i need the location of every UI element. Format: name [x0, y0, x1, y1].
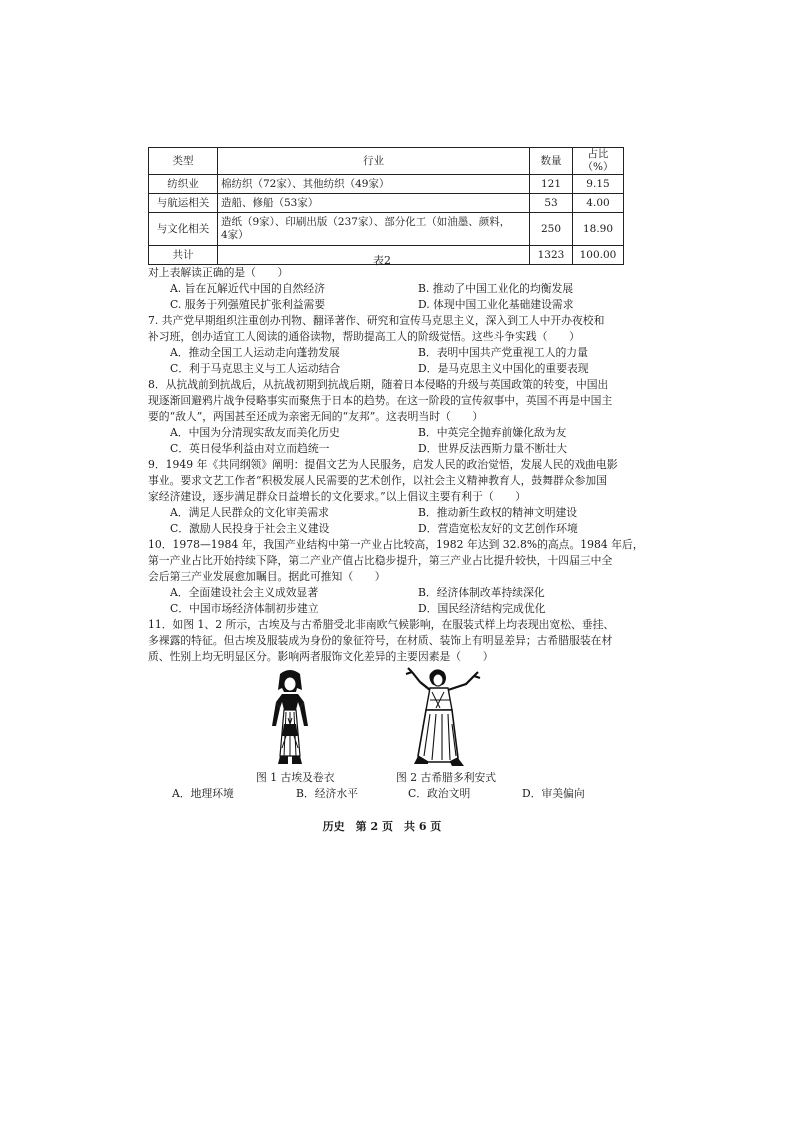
cell-count: 53 [530, 194, 573, 213]
q6-option-b[interactable]: B. 推动了中国工业化的均衡发展 [418, 282, 574, 295]
q10-option-a[interactable]: A．全面建设社会主义成效显著 [170, 586, 319, 599]
q7-option-b[interactable]: B．表明中国共产党重视工人的力量 [418, 346, 588, 359]
q8-stem-line3: 要的“敌人”，两国甚至还成为亲密无间的“友邦”。这表明当时（ ） [148, 410, 484, 423]
cell-type: 与文化相关 [149, 213, 218, 246]
figure1-caption: 图 1 古埃及卷衣 [256, 771, 335, 784]
q6-option-d[interactable]: D. 体现中国工业化基础建设需求 [418, 298, 574, 311]
cell-pct: 100.00 [573, 246, 624, 265]
q8-option-a[interactable]: A．中国为分清现实敌友而美化历史 [170, 426, 340, 439]
cell-count: 250 [530, 213, 573, 246]
cell-industry: 造船、修船（53家） [218, 194, 530, 213]
cell-pct: 4.00 [573, 194, 624, 213]
q11-option-c[interactable]: C．政治文明 [408, 787, 471, 800]
cell-type: 纺织业 [149, 175, 218, 194]
q8-option-c[interactable]: C．英日侵华利益由对立而趋统一 [170, 442, 330, 455]
header-type: 类型 [149, 148, 218, 175]
cell-industry-line1: 造纸（9家）、印刷出版（237家）、部分化工（如油墨、颜料， [221, 216, 511, 228]
q8-stem-line2: 现逐渐回避鸦片战争侵略事实而聚焦于日本的趋势。在这一阶段的宣传叙事中，英国不再是中国主 [148, 394, 613, 407]
q9-stem-line2: 事业。要求文艺工作者“积极发展人民需要的艺术创作，以社会主义精神教育人，鼓舞群众参加国 [148, 474, 607, 487]
cell-count: 1323 [530, 246, 573, 265]
q7-stem-line2: 补习班，创办适宜工人阅读的通俗读物，帮助提高工人的阶级觉悟。这些斗争实践（ ） [148, 330, 580, 343]
q9-option-a[interactable]: A．满足人民群众的文化审美需求 [170, 506, 329, 519]
q7-option-c[interactable]: C．利于马克思主义与工人运动结合 [170, 362, 341, 375]
cell-industry: 棉纺织（72家）、其他纺织（49家） [218, 175, 530, 194]
q7-option-a[interactable]: A．推动全国工人运动走向蓬勃发展 [170, 346, 340, 359]
q6-option-a[interactable]: A. 旨在瓦解近代中国的自然经济 [170, 282, 326, 295]
q11-stem-line3: 质、性别上均无明显区分。影响两者服饰文化差异的主要因素是（ ） [148, 650, 494, 663]
q10-stem-line1: 10．1978—1984 年，我国产业结构中第一产业占比较高，1982 年达到 32.8%的高点。1984 年后， [148, 538, 644, 551]
table-row [149, 194, 624, 213]
table-row [149, 175, 624, 194]
q6-option-c[interactable]: C. 服务于列强殖民扩张利益需要 [170, 298, 326, 311]
cell-pct: 18.90 [573, 213, 624, 246]
table-header-row [149, 148, 624, 175]
q7-option-d[interactable]: D．是马克思主义中国化的重要表现 [418, 362, 589, 375]
cell-type: 与航运相关 [149, 194, 218, 213]
q8-option-d[interactable]: D．世界反法西斯力量不断壮大 [418, 442, 568, 455]
cell-industry [218, 213, 530, 246]
q8-option-b[interactable]: B．中英完全抛弃前嫌化敌为友 [418, 426, 567, 439]
q10-stem-line3: 会后第三产业发展愈加瞩目。据此可推知（ ） [148, 570, 386, 583]
figure2-caption: 图 2 古希腊多利安式 [396, 771, 497, 784]
header-pct: 占比（%） [573, 148, 624, 175]
q11-option-b[interactable]: B．经济水平 [296, 787, 358, 800]
q10-option-c[interactable]: C．中国市场经济体制初步建立 [170, 602, 319, 615]
q11-option-a[interactable]: A．地理环境 [172, 787, 234, 800]
q9-option-c[interactable]: C．激励人民投身于社会主义建设 [170, 522, 330, 535]
header-count: 数量 [530, 148, 573, 175]
industry-table [148, 147, 624, 265]
greek-doric-figure [400, 664, 488, 768]
q10-option-d[interactable]: D．国民经济结构完成优化 [418, 602, 546, 615]
q11-option-d[interactable]: D．审美偏向 [522, 787, 585, 800]
q9-option-d[interactable]: D．营造宽松友好的文艺创作环境 [418, 522, 578, 535]
q9-stem-line3: 家经济建设，逐步满足群众日益增长的文化要求。”以上倡议主要有利于（ ） [148, 490, 527, 503]
q10-stem-line2: 第一产业占比开始持续下降，第二产业产值占比稳步提升，第三产业占比提升较快，十四届三中全 [148, 554, 613, 567]
table-row [149, 213, 624, 246]
q9-option-b[interactable]: B．推动新生政权的精神文明建设 [418, 506, 578, 519]
egyptian-robe-figure [262, 668, 318, 766]
cell-pct: 9.15 [573, 175, 624, 194]
q10-option-b[interactable]: B．经济体制改革持续深化 [418, 586, 545, 599]
table-caption: 表2 [373, 254, 391, 267]
cell-type: 共计 [149, 246, 218, 265]
page-footer: 历史 第 2 页 共 6 页 [322, 820, 442, 833]
q6-stem: 对上表解读正确的是（ ） [148, 266, 289, 279]
q11-stem-line1: 11．如图 1、2 所示，古埃及与古希腊受北非南欧气候影响，在服装式样上均表现出宽松、垂挂、 [148, 618, 615, 631]
q9-stem-line1: 9．1949 年《共同纲领》阐明：提倡文艺为人民服务，启发人民的政治觉悟，发展人民的戏曲电影 [148, 458, 618, 471]
q7-stem-line1: 7. 共产党早期组织注重创办刊物、翻译著作、研究和宣传马克思主义，深入到工人中开办夜校和 [148, 314, 605, 327]
q8-stem-line1: 8．从抗战前到抗战后，从抗战初期到抗战后期，随着日本侵略的升级与英国政策的转变，中国出 [148, 378, 609, 391]
q11-stem-line2: 多裸露的特征。但古埃及服装成为身份的象征符号，在材质、装饰上有明显差异；古希腊服装在材 [148, 634, 613, 647]
cell-industry-line2: 4家） [221, 229, 249, 241]
header-industry: 行业 [218, 148, 530, 175]
cell-count: 121 [530, 175, 573, 194]
